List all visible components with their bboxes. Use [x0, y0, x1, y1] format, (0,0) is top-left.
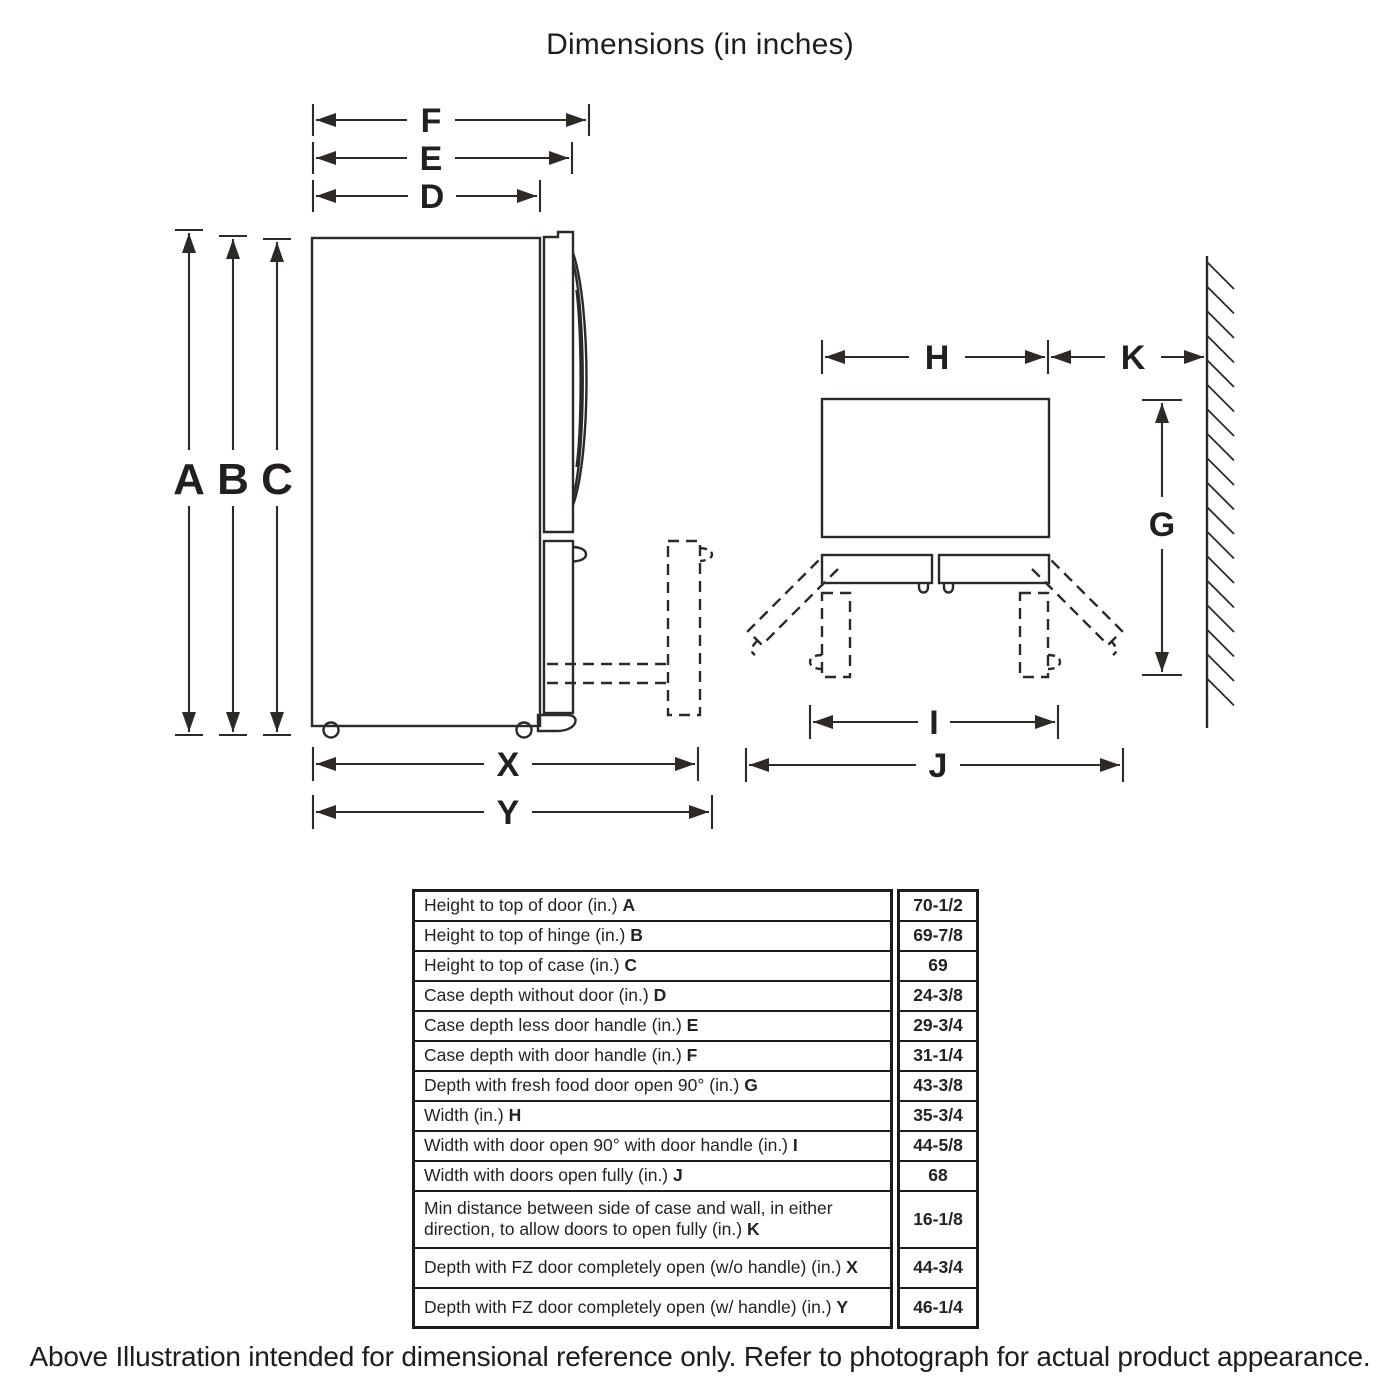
door-foot	[538, 715, 576, 731]
table-row	[414, 921, 978, 951]
dim-letter-a: A	[173, 455, 205, 504]
dim-value-cell: 68	[895, 1161, 978, 1191]
dimension-arrow-B	[217, 236, 249, 735]
dim-letter-e: E	[419, 140, 443, 178]
right-door-open-fully	[1032, 555, 1122, 645]
dim-label-cell: Depth with FZ door completely open (w/ handle) (in.) Y	[414, 1288, 896, 1328]
table-row	[414, 1011, 978, 1041]
table-row	[414, 981, 978, 1011]
table-row	[414, 1041, 978, 1071]
fridge-case-top	[822, 399, 1049, 537]
right-door-open-fully-handle	[1111, 641, 1116, 655]
front-caster	[324, 723, 339, 738]
table-row	[414, 1101, 978, 1131]
dim-value-cell: 31-1/4	[895, 1041, 978, 1071]
right-door-open-90-handle	[1048, 655, 1060, 669]
dimension-arrow-H	[822, 339, 1048, 377]
dim-value-cell: 46-1/4	[895, 1288, 978, 1328]
table-row	[414, 1191, 978, 1248]
fresh-food-door-side	[544, 232, 573, 532]
dimension-arrow-E	[313, 140, 572, 178]
side-view-refrigerator	[312, 232, 587, 738]
dim-label-cell: Height to top of hinge (in.) B	[414, 921, 896, 951]
dim-value-cell: 69	[895, 951, 978, 981]
top-view-doors-open-dashed	[748, 555, 1122, 677]
dim-value-cell: 29-3/4	[895, 1011, 978, 1041]
footnote: Above Illustration intended for dimensional reference only. Refer to photograph for actual product appearance.	[29, 1341, 1371, 1372]
dimension-arrow-K	[1051, 339, 1204, 377]
wall-hatching	[1207, 262, 1234, 706]
left-door-open-fully-handle	[752, 641, 757, 655]
dim-value-cell: 69-7/8	[895, 921, 978, 951]
dim-letter-j: J	[928, 747, 948, 785]
dim-label-cell: Depth with FZ door completely open (w/o handle) (in.) X	[414, 1248, 896, 1288]
door-handle-grip	[577, 290, 581, 467]
open-drawer-outline	[668, 541, 700, 715]
dimension-arrow-X	[313, 746, 698, 784]
dim-letter-x: X	[496, 746, 520, 784]
dim-letter-k: K	[1120, 339, 1146, 377]
table-row	[414, 1131, 978, 1161]
dimension-arrow-Y	[313, 794, 712, 832]
dim-letter-i: I	[929, 704, 939, 742]
fridge-case-side	[312, 238, 540, 726]
page-title: Dimensions (in inches)	[546, 28, 854, 61]
table-row	[414, 951, 978, 981]
dimensions-table	[412, 889, 979, 1329]
dimension-arrow-A	[173, 230, 205, 735]
dim-letter-d: D	[419, 178, 445, 216]
dim-value-cell: 35-3/4	[895, 1101, 978, 1131]
dim-label-cell: Depth with fresh food door open 90° (in.) G	[414, 1071, 896, 1101]
dim-label-cell: Min distance between side of case and wall, in either direction, to allow doors to open fully (in.) K	[414, 1191, 896, 1248]
dimension-arrow-I	[810, 704, 1058, 742]
open-drawer-handle	[700, 548, 712, 561]
left-door-handle	[919, 583, 928, 593]
dim-letter-b: B	[217, 455, 249, 504]
dim-value-cell: 43-3/8	[895, 1071, 978, 1101]
table-row	[414, 891, 978, 921]
dimension-arrow-J	[746, 747, 1123, 785]
wall	[1207, 256, 1234, 728]
dim-label-cell: Case depth with door handle (in.) F	[414, 1041, 896, 1071]
dim-letter-f: F	[420, 102, 442, 140]
rear-caster	[517, 723, 532, 738]
freezer-door-side	[544, 541, 573, 713]
dim-value-cell: 24-3/8	[895, 981, 978, 1011]
dim-letter-h: H	[924, 339, 950, 377]
dim-label-cell: Height to top of door (in.) A	[414, 891, 896, 921]
dim-label-cell: Case depth less door handle (in.) E	[414, 1011, 896, 1041]
table-row	[414, 1288, 978, 1328]
dim-label-cell: Width with doors open fully (in.) J	[414, 1161, 896, 1191]
dim-label-cell: Width (in.) H	[414, 1101, 896, 1131]
left-door-open-90	[822, 593, 850, 677]
dim-letter-g: G	[1148, 506, 1176, 544]
dim-value-cell: 44-5/8	[895, 1131, 978, 1161]
left-door-closed	[822, 555, 932, 583]
freezer-handle	[573, 547, 586, 562]
dimension-arrow-D	[313, 178, 540, 216]
dim-label-cell: Width with door open 90° with door handle (in.) I	[414, 1131, 896, 1161]
right-door-handle	[944, 583, 953, 593]
dimension-arrow-G	[1142, 400, 1182, 675]
dim-label-cell: Case depth without door (in.) D	[414, 981, 896, 1011]
dimension-arrow-F	[313, 102, 589, 140]
left-door-open-90-handle	[810, 655, 822, 669]
top-view-refrigerator	[822, 399, 1049, 593]
table-row	[414, 1071, 978, 1101]
dim-letter-c: C	[261, 455, 293, 504]
freezer-drawer-open-dashed	[547, 541, 712, 715]
dimension-arrow-C	[261, 239, 293, 735]
dim-letter-y: Y	[496, 794, 520, 832]
dim-value-cell: 70-1/2	[895, 891, 978, 921]
dim-value-cell: 16-1/8	[895, 1191, 978, 1248]
table-row	[414, 1161, 978, 1191]
dim-label-cell: Height to top of case (in.) C	[414, 951, 896, 981]
table-row	[414, 1248, 978, 1288]
right-door-open-90	[1020, 593, 1048, 677]
left-door-open-fully	[748, 555, 838, 645]
dim-value-cell: 44-3/4	[895, 1248, 978, 1288]
